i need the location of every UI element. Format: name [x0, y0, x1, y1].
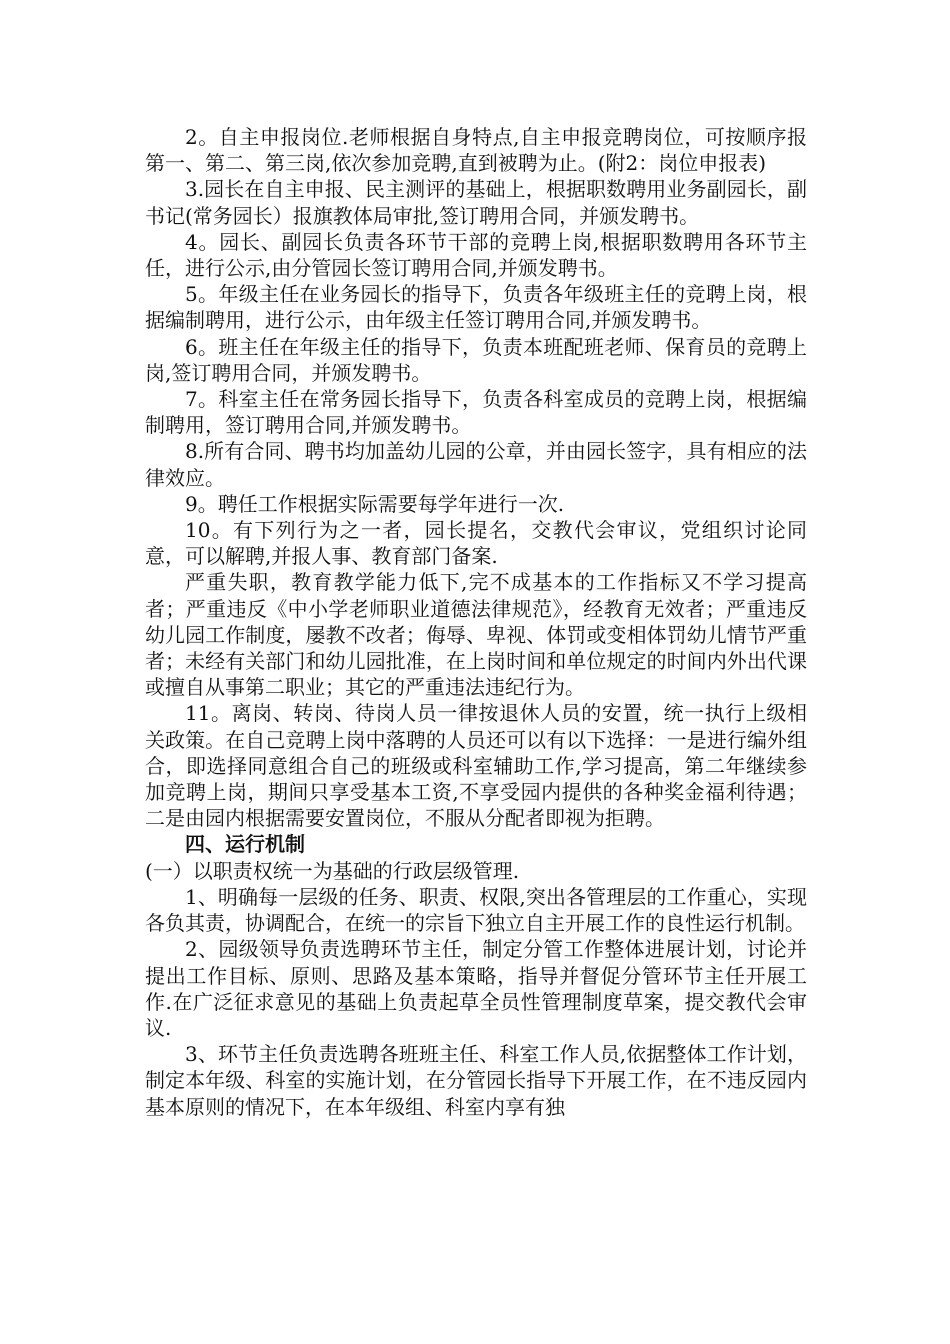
paragraph-item-10: 10。有下列行为之一者，园长提名，交教代会审议，党组织讨论同意，可以解聘,并报人事、教育部门备案. [145, 518, 807, 569]
paragraph-mechanism-3: 3、环节主任负责选聘各班班主任、科室工作人员,依据整体工作计划，制定本年级、科室的实施计划，在分管园长指导下开展工作，在不违反园内基本原则的情况下，在本年级组、科室内享有独 [145, 1042, 807, 1119]
paragraph-item-3: 3.园长在自主申报、民主测评的基础上，根据职数聘用业务副园长，副书记(常务园长）报旗教体局审批,签订聘用合同，并颁发聘书。 [145, 177, 807, 228]
paragraph-dismissal-conditions: 严重失职，教育教学能力低下,完不成基本的工作指标又不学习提高者；严重违反《中小学老师职业道德法律规范》，经教育无效者；严重违反幼儿园工作制度，屡教不改者；侮辱、卑视、体罚或变相体罚幼儿情节严重者；未经有关部门和幼儿园批准，在上岗时间和单位规定的时间内外出代课或擅自从事第二职业；其它的严重违法违纪行为。 [145, 570, 807, 700]
paragraph-item-6: 6。班主任在年级主任的指导下，负责本班配班老师、保育员的竞聘上岗,签订聘用合同，并颁发聘书。 [145, 334, 807, 385]
paragraph-mechanism-2: 2、园级领导负责选聘环节主任，制定分管工作整体进展计划，讨论并提出工作目标、原则、思路及基本策略，指导并督促分管环节主任开展工作.在广泛征求意见的基础上负责起草全员性管理制度草案，提交教代会审议. [145, 937, 807, 1040]
paragraph-item-11: 11。离岗、转岗、待岗人员一律按退休人员的安置，统一执行上级相关政策。在自己竞聘上岗中落聘的人员还可以有以下选择：一是进行编外组合，即选择同意组合自己的班级或科室辅助工作,学习提高，第二年继续参加竞聘上岗，期间只享受基本工资,不享受园内提供的各种奖金福利待遇；二是由园内根据需要安置岗位，不服从分配者即视为拒聘。 [145, 701, 807, 831]
paragraph-item-2: 2。自主申报岗位.老师根据自身特点,自主申报竞聘岗位，可按顺序报第一、第二、第三岗,依次参加竞聘,直到被聘为止。(附2：岗位申报表) [145, 125, 807, 176]
paragraph-item-8: 8.所有合同、聘书均加盖幼儿园的公章，并由园长签字，具有相应的法律效应。 [145, 439, 807, 490]
paragraph-item-5: 5。年级主任在业务园长的指导下，负责各年级班主任的竞聘上岗，根据编制聘用，进行公示，由年级主任签订聘用合同,并颁发聘书。 [145, 282, 807, 333]
section-heading: 四、运行机制 [185, 832, 305, 857]
paragraph-mechanism-1: 1、明确每一层级的任务、职责、权限,突出各管理层的工作重心，实现各负其责，协调配合，在统一的宗旨下独立自主开展工作的良性运行机制。 [145, 884, 807, 936]
subsection-heading: (一）以职责权统一为基础的行政层级管理. [145, 858, 520, 883]
paragraph-item-7: 7。科室主任在常务园长指导下，负责各科室成员的竞聘上岗，根据编制聘用，签订聘用合同,并颁发聘书。 [145, 387, 807, 438]
paragraph-item-9: 9。聘任工作根据实际需要每学年进行一次. [185, 491, 565, 516]
paragraph-item-4: 4。园长、副园长负责各环节干部的竞聘上岗,根据职数聘用各环节主任，进行公示,由分管园长签订聘用合同,并颁发聘书。 [145, 229, 807, 281]
document-page [145, 124, 807, 1120]
